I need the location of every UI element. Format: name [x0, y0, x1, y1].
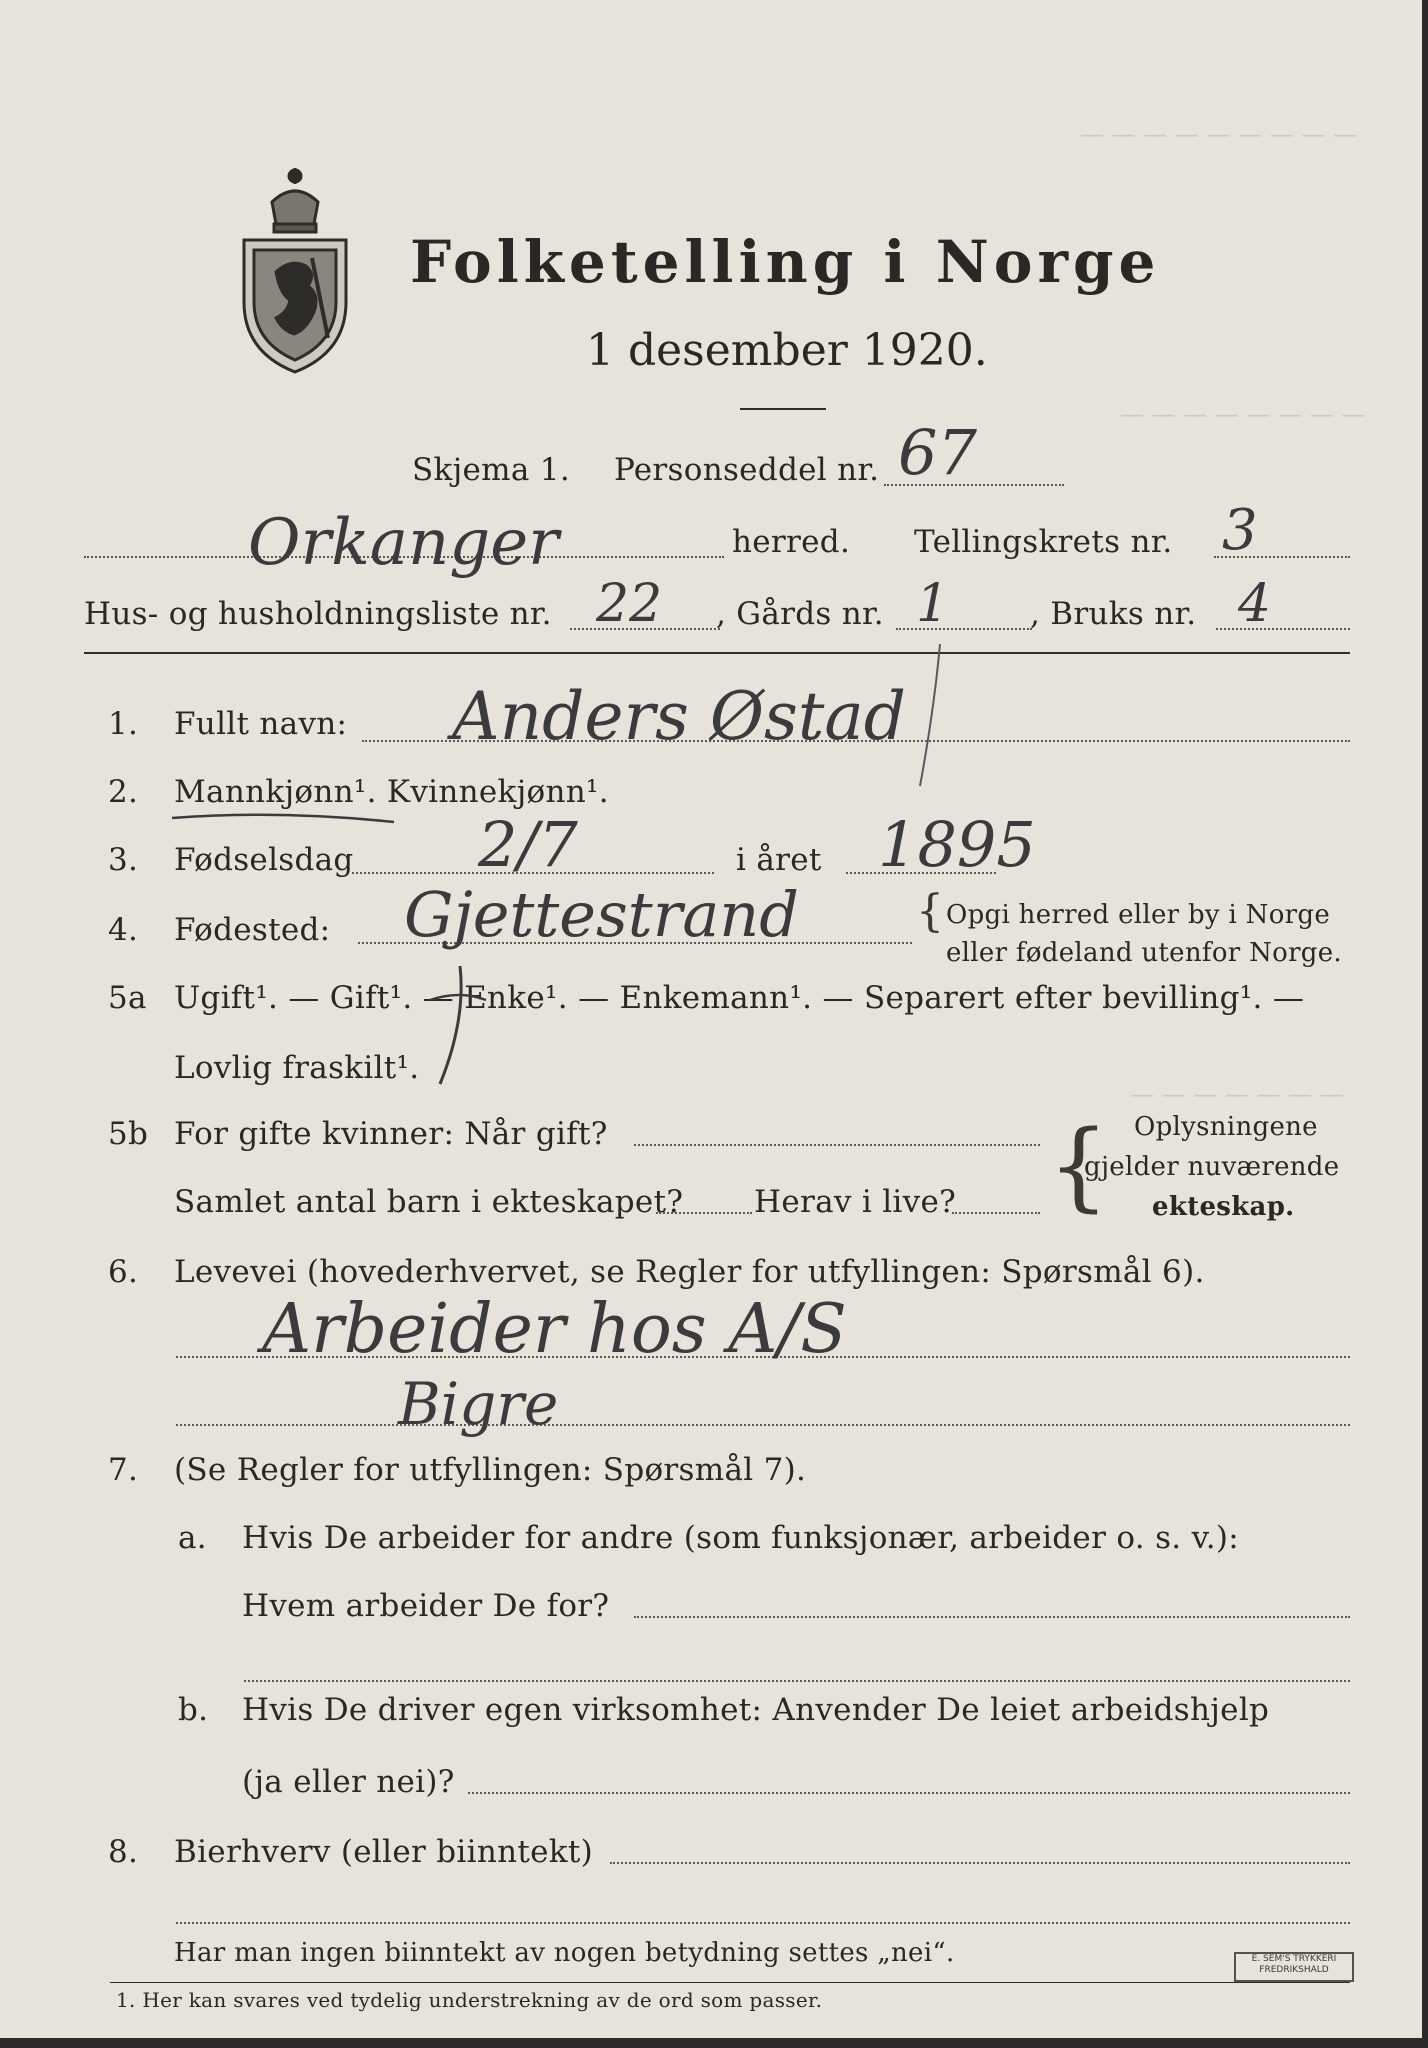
q7b-line [468, 1792, 1350, 1794]
q7b-letter: b. [178, 1692, 209, 1728]
q7a-text: Hvis De arbeider for andre (som funksjonær, arbeider o. s. v.): [242, 1520, 1240, 1556]
husliste-label: Hus- og husholdningsliste nr. [84, 596, 552, 632]
q5b-number: 5b [108, 1116, 149, 1152]
q8-line-2 [176, 1922, 1350, 1924]
tellingskrets-value[interactable]: 3 [1222, 498, 1258, 563]
q3-number: 3. [108, 842, 139, 878]
q5a-number: 5a [108, 980, 147, 1016]
personseddel-label: Personseddel nr. [614, 452, 880, 488]
footnote-divider [110, 1982, 1350, 1983]
q7b-text: Hvis De driver egen virksomhet: Anvender De leiet arbeidshjelp [242, 1692, 1270, 1728]
title-divider [740, 408, 826, 410]
q3-label: Fødselsdag [174, 842, 354, 878]
tellingskrets-label: Tellingskrets nr. [914, 524, 1173, 560]
q4-note2: eller fødeland utenfor Norge. [946, 938, 1342, 968]
q8-label: Bierhverv (eller biinntekt) [174, 1834, 594, 1870]
q7-label: (Se Regler for utfyllingen: Spørsmål 7). [174, 1452, 807, 1488]
form-title: Folketelling i Norge [410, 228, 1161, 296]
gards-label: , Gårds nr. [716, 596, 884, 632]
husliste-value[interactable]: 22 [596, 574, 663, 634]
q6-value-1[interactable]: Arbeider hos A/S [262, 1290, 847, 1369]
q5b-alive-line [952, 1212, 1040, 1214]
q4-note1: Opgi herred eller by i Norge [946, 900, 1331, 930]
bruks-label: , Bruks nr. [1030, 596, 1197, 632]
q5b-children-line [656, 1212, 752, 1214]
q8-line-1 [610, 1862, 1350, 1864]
q3-year-label: i året [736, 842, 822, 878]
personseddel-value[interactable]: 67 [898, 416, 977, 489]
q6-line-2 [176, 1424, 1350, 1426]
q4-value[interactable]: Gjettestrand [404, 878, 799, 951]
q5b-label-3: Herav i live? [754, 1184, 957, 1220]
bleed-through-text: — — — — — — — — [1120, 400, 1366, 428]
q5b-label-2: Samlet antal barn i ekteskapet? [174, 1184, 684, 1220]
q5b-date-line [634, 1144, 1040, 1146]
q5b-note3: ekteskap. [1152, 1192, 1295, 1222]
q7a-letter: a. [178, 1520, 207, 1556]
herred-label: herred. [732, 524, 851, 560]
census-date: 1 desember 1920. [586, 325, 988, 376]
q1-ink-stroke [880, 640, 980, 790]
q5b-label: For gifte kvinner: Når gift? [174, 1116, 608, 1152]
q7b-text-2: (ja eller nei)? [242, 1764, 455, 1800]
header-divider [84, 652, 1350, 654]
q7a-line-1 [634, 1616, 1350, 1618]
scan-edge [1422, 0, 1428, 2048]
q5a-ink-mark [420, 960, 500, 1090]
schema-label: Skjema 1. [412, 452, 570, 488]
q7a-line-2 [244, 1680, 1350, 1682]
q2-label: Mannkjønn¹. Kvinnekjønn¹. [174, 774, 609, 810]
q7a-text-2: Hvem arbeider De for? [242, 1588, 610, 1624]
q5a-label-2: Lovlig fraskilt¹. [174, 1050, 420, 1086]
q5a-label: Ugift¹. — Gift¹. — Enke¹. — Enkemann¹. — Separert efter bevilling¹. — [174, 980, 1305, 1016]
printer-mark: E. SEM'S TRYKKERI FREDRIKSHALD [1234, 1952, 1354, 1982]
bruks-line [1216, 628, 1350, 630]
q1-label: Fullt navn: [174, 706, 348, 742]
bleed-through-text: — — — — — — — — — [1080, 120, 1358, 148]
q5b-brace: { [1048, 1110, 1110, 1222]
q7-number: 7. [108, 1452, 139, 1488]
q6-number: 6. [108, 1254, 139, 1290]
footnote: 1. Her kan svares ved tydelig understrekning av de ord som passer. [116, 1988, 823, 2012]
bruks-value[interactable]: 4 [1238, 574, 1272, 634]
q3-year-value[interactable]: 1895 [878, 808, 1036, 881]
q8-number: 8. [108, 1834, 139, 1870]
q4-number: 4. [108, 912, 139, 948]
q6-value-2[interactable]: Bigre [398, 1370, 559, 1438]
q4-label: Fødested: [174, 912, 331, 948]
q1-number: 1. [108, 706, 139, 742]
q2-number: 2. [108, 774, 139, 810]
q4-brace: { [916, 886, 944, 937]
gards-value[interactable]: 1 [916, 574, 950, 634]
q6-label: Levevei (hovederhvervet, se Regler for utfyllingen: Spørsmål 6). [174, 1254, 1205, 1290]
q3-value[interactable]: 2/7 [478, 808, 578, 881]
scan-edge-bottom [0, 2038, 1428, 2048]
q1-value[interactable]: Anders Østad [452, 678, 906, 755]
bleed-through-text: — — — — — — — [1130, 1080, 1344, 1108]
herred-value[interactable]: Orkanger [248, 506, 559, 580]
q5b-note1: Oplysningene [1134, 1112, 1318, 1142]
coat-of-arms-icon [236, 162, 354, 376]
footer-note: Har man ingen biinntekt av nogen betydning settes „nei“. [174, 1938, 955, 1968]
q5b-note2: gjelder nuværende [1084, 1152, 1340, 1182]
q2-underline-mark [168, 808, 398, 828]
